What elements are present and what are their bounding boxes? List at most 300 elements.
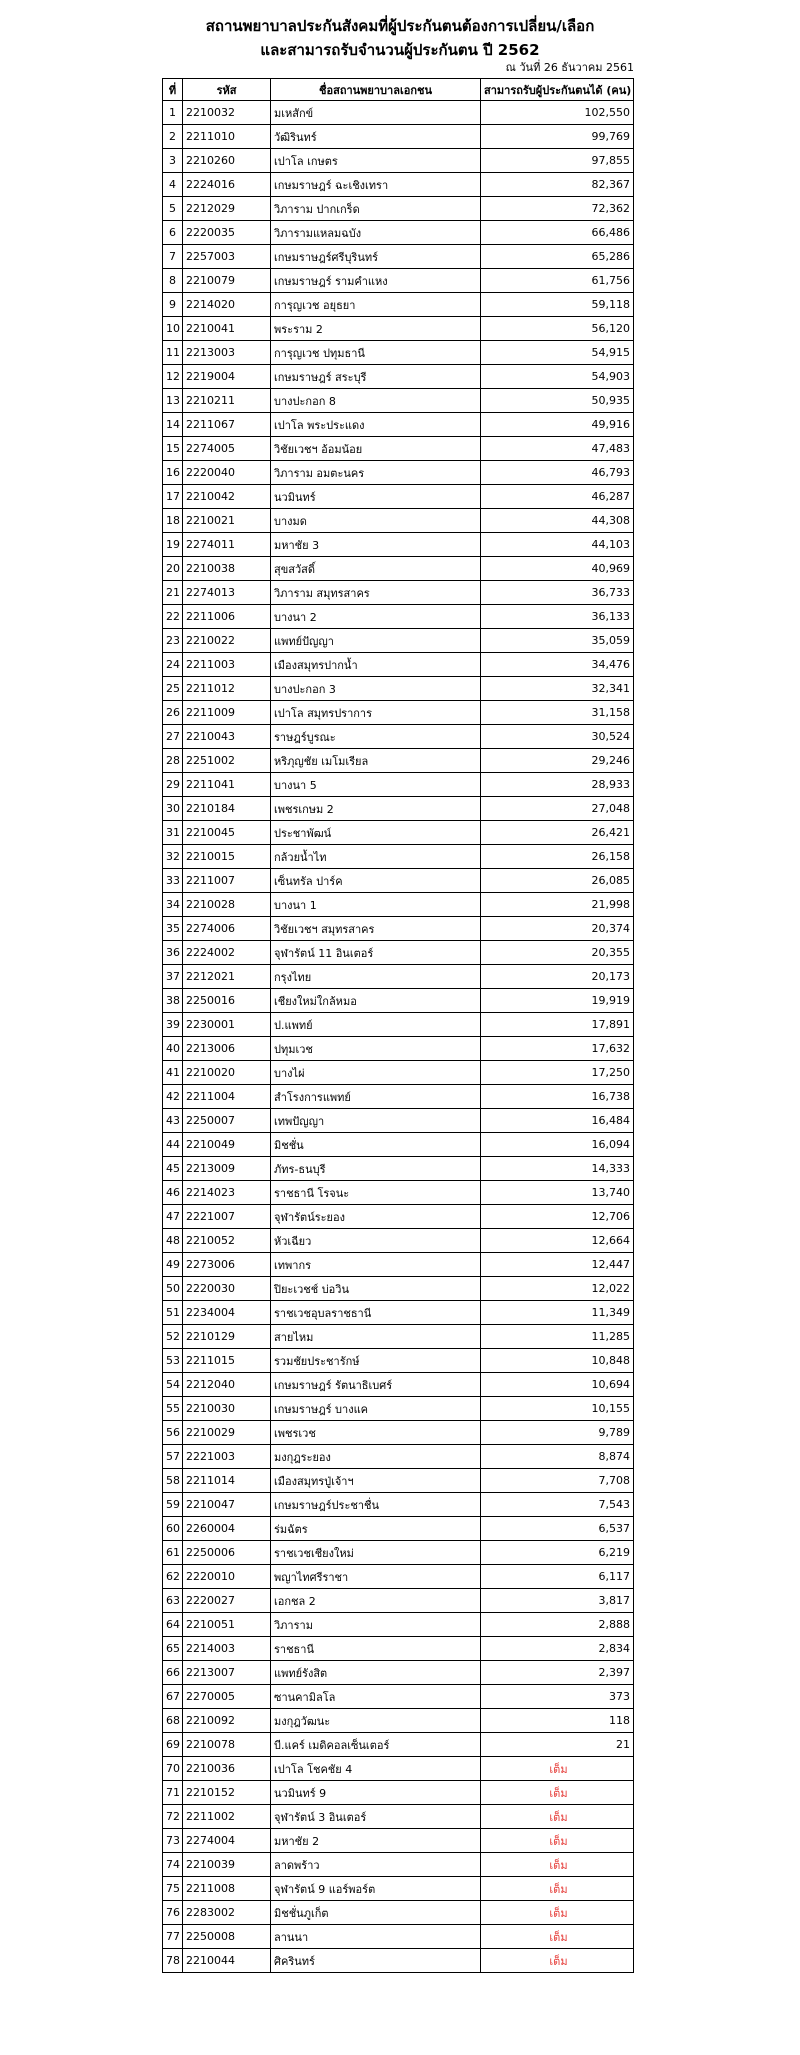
capacity-value: 34,476 [481, 653, 634, 677]
hospital-code: 2210052 [183, 1229, 271, 1253]
hospital-name: วิชัยเวชฯ สมุทรสาคร [271, 917, 481, 941]
table-row [163, 653, 634, 677]
row-number: 77 [163, 1925, 183, 1949]
hospital-name: เซ็นทรัล ปาร์ค [271, 869, 481, 893]
row-number: 24 [163, 653, 183, 677]
capacity-value: 20,173 [481, 965, 634, 989]
capacity-value: 72,362 [481, 197, 634, 221]
row-number: 27 [163, 725, 183, 749]
hospital-name: วิชัยเวชฯ อ้อมน้อย [271, 437, 481, 461]
hospital-name: เมืองสมุทรปากน้ำ [271, 653, 481, 677]
table-row [163, 1613, 634, 1637]
table-row [163, 125, 634, 149]
table-row [163, 1829, 634, 1853]
hospital-name: วิภาราม [271, 1613, 481, 1637]
row-number: 43 [163, 1109, 183, 1133]
capacity-value: 17,632 [481, 1037, 634, 1061]
capacity-value: 29,246 [481, 749, 634, 773]
table-row [163, 1157, 634, 1181]
hospital-code: 2230001 [183, 1013, 271, 1037]
row-number: 32 [163, 845, 183, 869]
hospital-code: 2211041 [183, 773, 271, 797]
row-number: 34 [163, 893, 183, 917]
hospital-name: มหาชัย 3 [271, 533, 481, 557]
row-number: 9 [163, 293, 183, 317]
table-row [163, 461, 634, 485]
row-number: 49 [163, 1253, 183, 1277]
hospital-name: สายไหม [271, 1325, 481, 1349]
table-row [163, 845, 634, 869]
table-row [163, 1805, 634, 1829]
row-number: 14 [163, 413, 183, 437]
table-row [163, 1205, 634, 1229]
row-number: 78 [163, 1949, 183, 1973]
hospital-table [162, 78, 634, 1973]
row-number: 5 [163, 197, 183, 221]
table-row [163, 1517, 634, 1541]
hospital-code: 2213006 [183, 1037, 271, 1061]
hospital-name: เกษมราษฎร์ รามคำแหง [271, 269, 481, 293]
table-row [163, 1493, 634, 1517]
hospital-name: จุฬารัตน์ 9 แอร์พอร์ต [271, 1877, 481, 1901]
row-number: 52 [163, 1325, 183, 1349]
row-number: 53 [163, 1349, 183, 1373]
capacity-value: 61,756 [481, 269, 634, 293]
hospital-code: 2211004 [183, 1085, 271, 1109]
hospital-name: บางมด [271, 509, 481, 533]
hospital-name: เชียงใหม่ใกล้หมอ [271, 989, 481, 1013]
hospital-name: มิชชั่น [271, 1133, 481, 1157]
capacity-value: 2,888 [481, 1613, 634, 1637]
row-number: 25 [163, 677, 183, 701]
hospital-name: วิภาราม อมตะนคร [271, 461, 481, 485]
hospital-name: เทพปัญญา [271, 1109, 481, 1133]
hospital-code: 2210029 [183, 1421, 271, 1445]
table-row [163, 1397, 634, 1421]
hospital-code: 2210022 [183, 629, 271, 653]
hospital-name: บางนา 1 [271, 893, 481, 917]
hospital-code: 2210039 [183, 1853, 271, 1877]
table-row [163, 1901, 634, 1925]
hospital-code: 2214020 [183, 293, 271, 317]
hospital-code: 2210021 [183, 509, 271, 533]
hospital-name: มิชชั่นภูเก็ต [271, 1901, 481, 1925]
hospital-name: สุขสวัสดิ์ [271, 557, 481, 581]
table-row [163, 1181, 634, 1205]
capacity-value: 31,158 [481, 701, 634, 725]
hospital-code: 2211008 [183, 1877, 271, 1901]
table-row [163, 1469, 634, 1493]
hospital-code: 2210260 [183, 149, 271, 173]
hospital-code: 2210045 [183, 821, 271, 845]
hospital-name: นวมินทร์ [271, 485, 481, 509]
table-row [163, 1661, 634, 1685]
row-number: 30 [163, 797, 183, 821]
capacity-value: 65,286 [481, 245, 634, 269]
capacity-value: เต็ม [481, 1877, 634, 1901]
hospital-code: 2210020 [183, 1061, 271, 1085]
table-row [163, 1637, 634, 1661]
capacity-value: เต็ม [481, 1757, 634, 1781]
capacity-value: 26,158 [481, 845, 634, 869]
header-name: ชื่อสถานพยาบาลเอกชน [271, 79, 481, 101]
row-number: 11 [163, 341, 183, 365]
table-row [163, 1133, 634, 1157]
table-row [163, 1421, 634, 1445]
hospital-name: การุญเวช ปทุมธานี [271, 341, 481, 365]
table-row [163, 1013, 634, 1037]
capacity-value: เต็ม [481, 1949, 634, 1973]
capacity-value: 11,349 [481, 1301, 634, 1325]
hospital-code: 2210028 [183, 893, 271, 917]
hospital-code: 2211067 [183, 413, 271, 437]
table-row [163, 797, 634, 821]
hospital-name: แพทย์ปัญญา [271, 629, 481, 653]
hospital-name: เกษมราษฎร์ ฉะเชิงเทรา [271, 173, 481, 197]
hospital-name: บางนา 2 [271, 605, 481, 629]
table-row [163, 101, 634, 125]
capacity-value: 11,285 [481, 1325, 634, 1349]
row-number: 48 [163, 1229, 183, 1253]
hospital-code: 2210036 [183, 1757, 271, 1781]
capacity-value: 46,793 [481, 461, 634, 485]
hospital-code: 2211009 [183, 701, 271, 725]
hospital-code: 2251002 [183, 749, 271, 773]
hospital-name: หริภุญชัย เมโมเรียล [271, 749, 481, 773]
hospital-code: 2257003 [183, 245, 271, 269]
hospital-code: 2210184 [183, 797, 271, 821]
hospital-code: 2210041 [183, 317, 271, 341]
capacity-value: 21,998 [481, 893, 634, 917]
row-number: 75 [163, 1877, 183, 1901]
capacity-value: 17,891 [481, 1013, 634, 1037]
hospital-code: 2211010 [183, 125, 271, 149]
hospital-name: เพชรเกษม 2 [271, 797, 481, 821]
capacity-value: เต็ม [481, 1901, 634, 1925]
capacity-value: 26,421 [481, 821, 634, 845]
table-row [163, 1037, 634, 1061]
capacity-value: 46,287 [481, 485, 634, 509]
as-of-date: ณ วันที่ 26 ธันวาคม 2561 [505, 61, 634, 74]
capacity-value: 3,817 [481, 1589, 634, 1613]
table-row [163, 1877, 634, 1901]
row-number: 33 [163, 869, 183, 893]
hospital-code: 2220040 [183, 461, 271, 485]
capacity-value: 21 [481, 1733, 634, 1757]
capacity-value: 49,916 [481, 413, 634, 437]
hospital-code: 2274006 [183, 917, 271, 941]
table-row [163, 1253, 634, 1277]
hospital-code: 2211014 [183, 1469, 271, 1493]
table-row [163, 1109, 634, 1133]
hospital-name: เกษมราษฎร์ศรีบุรินทร์ [271, 245, 481, 269]
row-number: 1 [163, 101, 183, 125]
page-title: สถานพยาบาลประกันสังคมที่ผู้ประกันตนต้องการเปลี่ยน/เลือก [205, 17, 595, 35]
row-number: 63 [163, 1589, 183, 1613]
capacity-value: 16,738 [481, 1085, 634, 1109]
capacity-value: 35,059 [481, 629, 634, 653]
hospital-code: 2220030 [183, 1277, 271, 1301]
table-row [163, 1325, 634, 1349]
row-number: 16 [163, 461, 183, 485]
hospital-name: ราษฎร์บูรณะ [271, 725, 481, 749]
table-row [163, 221, 634, 245]
hospital-code: 2210030 [183, 1397, 271, 1421]
hospital-code: 2211015 [183, 1349, 271, 1373]
hospital-name: กล้วยน้ำไท [271, 845, 481, 869]
capacity-value: 12,664 [481, 1229, 634, 1253]
table-row [163, 1757, 634, 1781]
hospital-name: สำโรงการแพทย์ [271, 1085, 481, 1109]
row-number: 18 [163, 509, 183, 533]
table-row [163, 437, 634, 461]
table-row [163, 1541, 634, 1565]
table-row [163, 197, 634, 221]
header-code: รหัส [183, 79, 271, 101]
hospital-name: ภัทร-ธนบุรี [271, 1157, 481, 1181]
hospital-name: เทพากร [271, 1253, 481, 1277]
capacity-value: 66,486 [481, 221, 634, 245]
hospital-code: 2210044 [183, 1949, 271, 1973]
table-row [163, 1949, 634, 1973]
hospital-name: มงกุฎระยอง [271, 1445, 481, 1469]
capacity-value: 44,103 [481, 533, 634, 557]
row-number: 66 [163, 1661, 183, 1685]
table-row [163, 1925, 634, 1949]
capacity-value: 12,022 [481, 1277, 634, 1301]
table-row [163, 965, 634, 989]
hospital-code: 2210015 [183, 845, 271, 869]
hospital-name: จุฬารัตน์ระยอง [271, 1205, 481, 1229]
row-number: 3 [163, 149, 183, 173]
table-row [163, 269, 634, 293]
table-row [163, 389, 634, 413]
hospital-name: จุฬารัตน์ 11 อินเตอร์ [271, 941, 481, 965]
hospital-name: ลาดพร้าว [271, 1853, 481, 1877]
capacity-value: 16,484 [481, 1109, 634, 1133]
table-header-row [163, 79, 634, 101]
capacity-value: เต็ม [481, 1781, 634, 1805]
row-number: 46 [163, 1181, 183, 1205]
table-row [163, 749, 634, 773]
row-number: 12 [163, 365, 183, 389]
capacity-value: 44,308 [481, 509, 634, 533]
hospital-name: วัฒิรินทร์ [271, 125, 481, 149]
capacity-value: 97,855 [481, 149, 634, 173]
capacity-value: 59,118 [481, 293, 634, 317]
row-number: 21 [163, 581, 183, 605]
capacity-value: 118 [481, 1709, 634, 1733]
table-row [163, 1301, 634, 1325]
hospital-code: 2210043 [183, 725, 271, 749]
row-number: 23 [163, 629, 183, 653]
hospital-name: มงกุฎวัฒนะ [271, 1709, 481, 1733]
hospital-code: 2212021 [183, 965, 271, 989]
capacity-value: เต็ม [481, 1925, 634, 1949]
capacity-value: 6,537 [481, 1517, 634, 1541]
table-row [163, 1685, 634, 1709]
row-number: 4 [163, 173, 183, 197]
capacity-value: 373 [481, 1685, 634, 1709]
hospital-name: ซานคามิลโล [271, 1685, 481, 1709]
hospital-name: จุฬารัตน์ 3 อินเตอร์ [271, 1805, 481, 1829]
hospital-name: พระราม 2 [271, 317, 481, 341]
capacity-value: 36,133 [481, 605, 634, 629]
table-row [163, 1445, 634, 1469]
hospital-name: ราชธานี โรจนะ [271, 1181, 481, 1205]
row-number: 42 [163, 1085, 183, 1109]
hospital-code: 2224002 [183, 941, 271, 965]
hospital-code: 2214003 [183, 1637, 271, 1661]
table-row [163, 1709, 634, 1733]
hospital-name: การุญเวช อยุธยา [271, 293, 481, 317]
capacity-value: 13,740 [481, 1181, 634, 1205]
table-row [163, 1373, 634, 1397]
hospital-name: เกษมราษฎร์ สระบุรี [271, 365, 481, 389]
capacity-value: 7,708 [481, 1469, 634, 1493]
hospital-name: พญาไทศรีราชา [271, 1565, 481, 1589]
capacity-value: 28,933 [481, 773, 634, 797]
table-row [163, 533, 634, 557]
table-row [163, 773, 634, 797]
table-row [163, 821, 634, 845]
hospital-name: เกษมราษฎร์ประชาชื่น [271, 1493, 481, 1517]
page-subtitle: และสามารถรับจำนวนผู้ประกันตน ปี 2562 [260, 41, 540, 59]
row-number: 19 [163, 533, 183, 557]
capacity-value: 20,355 [481, 941, 634, 965]
row-number: 41 [163, 1061, 183, 1085]
row-number: 10 [163, 317, 183, 341]
row-number: 35 [163, 917, 183, 941]
table-row [163, 1229, 634, 1253]
hospital-name: มหาชัย 2 [271, 1829, 481, 1853]
row-number: 31 [163, 821, 183, 845]
hospital-name: ราชเวชเชียงใหม่ [271, 1541, 481, 1565]
row-number: 37 [163, 965, 183, 989]
row-number: 29 [163, 773, 183, 797]
capacity-value: 8,874 [481, 1445, 634, 1469]
hospital-name: ป.แพทย์ [271, 1013, 481, 1037]
row-number: 54 [163, 1373, 183, 1397]
hospital-code: 2214023 [183, 1181, 271, 1205]
hospital-code: 2210047 [183, 1493, 271, 1517]
capacity-value: 30,524 [481, 725, 634, 749]
hospital-code: 2213003 [183, 341, 271, 365]
table-row [163, 725, 634, 749]
hospital-code: 2250007 [183, 1109, 271, 1133]
row-number: 6 [163, 221, 183, 245]
row-number: 20 [163, 557, 183, 581]
table-body [163, 101, 634, 1973]
hospital-name: มเหสักข์ [271, 101, 481, 125]
capacity-value: เต็ม [481, 1853, 634, 1877]
hospital-code: 2220010 [183, 1565, 271, 1589]
hospital-code: 2210079 [183, 269, 271, 293]
capacity-value: 17,250 [481, 1061, 634, 1085]
hospital-name: แพทย์รังสิต [271, 1661, 481, 1685]
hospital-code: 2212040 [183, 1373, 271, 1397]
hospital-code: 2224016 [183, 173, 271, 197]
row-number: 60 [163, 1517, 183, 1541]
row-number: 26 [163, 701, 183, 725]
hospital-code: 2210152 [183, 1781, 271, 1805]
hospital-name: ปิยะเวชช์ บ่อวิน [271, 1277, 481, 1301]
row-number: 40 [163, 1037, 183, 1061]
row-number: 59 [163, 1493, 183, 1517]
hospital-name: กรุงไทย [271, 965, 481, 989]
capacity-value: 99,769 [481, 125, 634, 149]
table-row [163, 941, 634, 965]
capacity-value: 47,483 [481, 437, 634, 461]
table-row [163, 1589, 634, 1613]
capacity-value: 2,397 [481, 1661, 634, 1685]
table-row [163, 1853, 634, 1877]
row-number: 67 [163, 1685, 183, 1709]
capacity-value: 56,120 [481, 317, 634, 341]
hospital-name: วิภาราม สมุทรสาคร [271, 581, 481, 605]
hospital-name: บางปะกอก 3 [271, 677, 481, 701]
hospital-code: 2283002 [183, 1901, 271, 1925]
row-number: 39 [163, 1013, 183, 1037]
hospital-name: ราชธานี [271, 1637, 481, 1661]
row-number: 51 [163, 1301, 183, 1325]
row-number: 50 [163, 1277, 183, 1301]
hospital-code: 2211006 [183, 605, 271, 629]
row-number: 70 [163, 1757, 183, 1781]
hospital-name: เปาโล พระประแดง [271, 413, 481, 437]
row-number: 58 [163, 1469, 183, 1493]
row-number: 62 [163, 1565, 183, 1589]
row-number: 36 [163, 941, 183, 965]
table-row [163, 701, 634, 725]
capacity-value: 12,706 [481, 1205, 634, 1229]
hospital-name: ประชาพัฒน์ [271, 821, 481, 845]
table-row [163, 581, 634, 605]
table-row [163, 1277, 634, 1301]
table-row [163, 1565, 634, 1589]
hospital-code: 2273006 [183, 1253, 271, 1277]
hospital-code: 2270005 [183, 1685, 271, 1709]
table-row [163, 173, 634, 197]
row-number: 57 [163, 1445, 183, 1469]
row-number: 56 [163, 1421, 183, 1445]
capacity-value: 20,374 [481, 917, 634, 941]
hospital-code: 2274011 [183, 533, 271, 557]
row-number: 38 [163, 989, 183, 1013]
hospital-name: ราชเวชอุบลราชธานี [271, 1301, 481, 1325]
table-row [163, 677, 634, 701]
row-number: 45 [163, 1157, 183, 1181]
capacity-value: 40,969 [481, 557, 634, 581]
table-row [163, 917, 634, 941]
hospital-code: 2221003 [183, 1445, 271, 1469]
capacity-value: เต็ม [481, 1829, 634, 1853]
capacity-value: 50,935 [481, 389, 634, 413]
table-row [163, 1349, 634, 1373]
hospital-name: เอกชล 2 [271, 1589, 481, 1613]
capacity-value: 19,919 [481, 989, 634, 1013]
table-row [163, 1061, 634, 1085]
table-row [163, 245, 634, 269]
hospital-code: 2250006 [183, 1541, 271, 1565]
hospital-code: 2274013 [183, 581, 271, 605]
capacity-value: 82,367 [481, 173, 634, 197]
capacity-value: 54,915 [481, 341, 634, 365]
capacity-value: 16,094 [481, 1133, 634, 1157]
row-number: 15 [163, 437, 183, 461]
hospital-name: ปทุมเวช [271, 1037, 481, 1061]
table-row [163, 605, 634, 629]
